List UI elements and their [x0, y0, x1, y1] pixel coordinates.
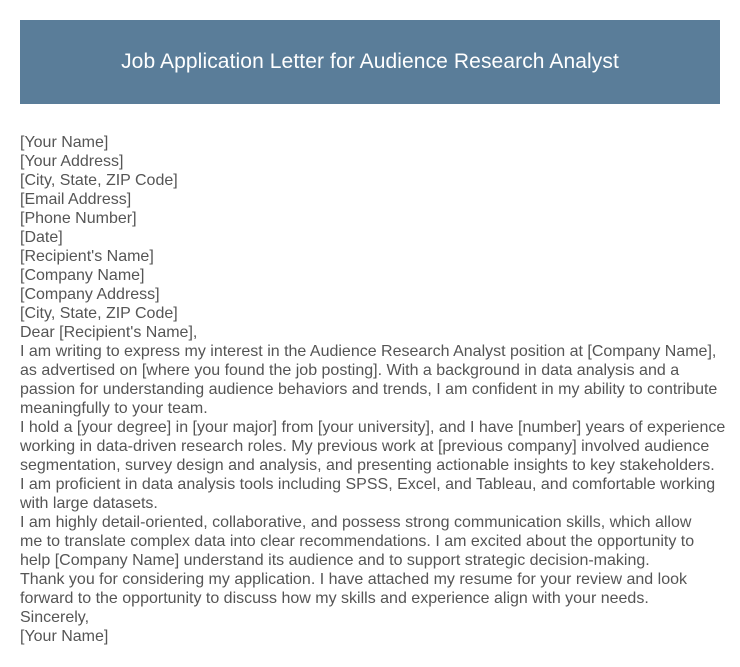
recipient-company-address: [Company Address]	[20, 286, 160, 303]
salutation: Dear [Recipient's Name],	[20, 324, 198, 341]
closing: Sincerely,	[20, 609, 90, 626]
title-banner	[20, 20, 720, 104]
paragraph-skills	[20, 513, 720, 570]
paragraph-line: me to translate complex data into clear recommendations. I am excited about the opportunity to	[20, 533, 695, 550]
recipient-company: [Company Name]	[20, 267, 145, 284]
paragraph-line: as advertised on [where you found the job posting]. With a background in data analysis and a	[20, 362, 680, 379]
letter-date: [Date]	[20, 229, 63, 246]
paragraph-line: meaningfully to your team.	[20, 400, 208, 417]
paragraph-line: segmentation, survey design and analysis, and presenting actionable insights to key stakeholders.	[20, 457, 715, 474]
paragraph-line: help [Company Name] understand its audience and to support strategic decision-making.	[20, 552, 650, 569]
recipient-name: [Recipient's Name]	[20, 248, 154, 265]
signature: [Your Name]	[20, 628, 109, 645]
sender-phone: [Phone Number]	[20, 210, 137, 227]
sender-address: [Your Address]	[20, 153, 124, 170]
sender-email: [Email Address]	[20, 191, 132, 208]
paragraph-line: I am highly detail-oriented, collaborative, and possess strong communication skills, which allow	[20, 514, 692, 531]
paragraph-line: I hold a [your degree] in [your major] from [your university], and I have [number] years of experience	[20, 419, 726, 436]
paragraph-line: forward to the opportunity to discuss how my skills and experience align with your needs.	[20, 590, 649, 607]
paragraph-line: I am writing to express my interest in the Audience Research Analyst position at [Company Name],	[20, 343, 717, 360]
paragraph-experience	[20, 418, 726, 513]
letter-body	[20, 133, 726, 646]
sender-name: [Your Name]	[20, 134, 109, 151]
paragraph-line: Thank you for considering my application. I have attached my resume for your review and look	[20, 571, 687, 588]
sender-city-state-zip: [City, State, ZIP Code]	[20, 172, 178, 189]
paragraph-interest	[20, 342, 720, 418]
recipient-city-state-zip: [City, State, ZIP Code]	[20, 305, 178, 322]
paragraph-line: passion for understanding audience behaviors and trends, I am confident in my ability to contribute	[20, 381, 718, 398]
paragraph-thanks	[20, 570, 720, 608]
page-title: Job Application Letter for Audience Research Analyst	[121, 50, 619, 73]
paragraph-line: I am proficient in data analysis tools including SPSS, Excel, and Tableau, and comfortable working	[20, 476, 716, 493]
paragraph-line: working in data-driven research roles. My previous work at [previous company] involved audience	[20, 438, 710, 455]
paragraph-line: with large datasets.	[20, 495, 158, 512]
